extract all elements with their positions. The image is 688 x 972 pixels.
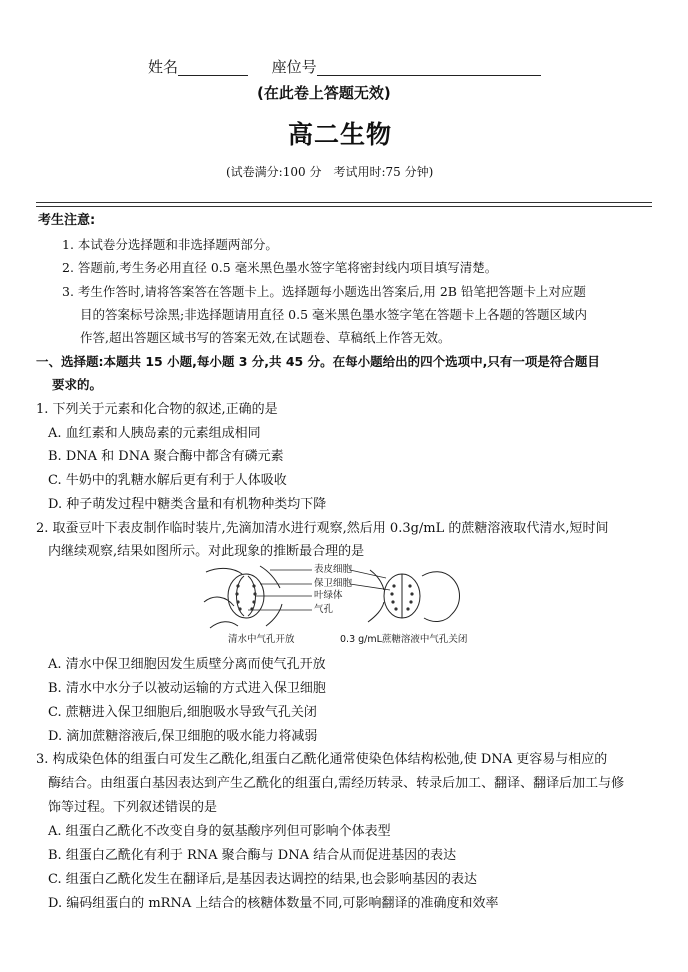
caption-left: 清水中气孔开放 — [228, 634, 295, 645]
label-chloroplast: 叶绿体 — [314, 590, 343, 601]
label-epidermal-cell: 表皮细胞 — [314, 564, 353, 575]
seat-blank[interactable] — [317, 61, 541, 76]
notice-line-5: 作答,超出答题区域书写的答案无效,在试题卷、草稿纸上作答无效。 — [80, 330, 451, 345]
q1-stem: 1. 下列关于元素和化合物的叙述,正确的是 — [36, 402, 278, 417]
notice-line-2: 2. 答题前,考生务必用直径 0.5 毫米黑色墨水签字笔将密封线内项目填写清楚。 — [62, 260, 498, 275]
q2-option-d: D. 滴加蔗糖溶液后,保卫细胞的吸水能力将减弱 — [48, 729, 318, 744]
q2-stem-line1: 2. 取蚕豆叶下表皮制作临时装片,先滴加清水进行观察,然后用 0.3g/mL 的蔗糖溶液取代清水,短时间 — [36, 521, 609, 536]
q2-option-a: A. 清水中保卫细胞因发生质壁分离而使气孔开放 — [48, 657, 326, 672]
name-label: 姓名 — [148, 58, 179, 76]
label-stoma: 气孔 — [314, 604, 334, 615]
notice-line-1: 1. 本试卷分选择题和非选择题两部分。 — [62, 237, 278, 252]
caption-right: 0.3 g/mL蔗糖溶液中气孔关闭 — [340, 634, 468, 645]
q1-option-b: B. DNA 和 DNA 聚合酶中都含有磷元素 — [48, 449, 284, 464]
name-blank[interactable] — [178, 61, 248, 76]
section1-line1: 一、选择题:本题共 15 小题,每小题 3 分,共 45 分。在每小题给出的四个选项中,只有一项是符合题目 — [36, 354, 600, 369]
q2-option-b: B. 清水中水分子以被动运输的方式进入保卫细胞 — [48, 681, 326, 696]
notice-heading: 考生注意: — [38, 213, 96, 228]
q3-stem-line3: 饰等过程。下列叙述错误的是 — [48, 800, 218, 815]
seat-label: 座位号 — [271, 58, 317, 76]
section1-line2: 要求的。 — [52, 377, 103, 392]
q3-option-b: B. 组蛋白乙酰化有利于 RNA 聚合酶与 DNA 结合从而促进基因的表达 — [48, 848, 457, 863]
name-field — [148, 58, 541, 76]
q3-stem-line1: 3. 构成染色体的组蛋白可发生乙酰化,组蛋白乙酰化通常使染色体结构松弛,使 DNA 更容易与相应的 — [36, 752, 608, 767]
page-title: 高二生物 — [288, 120, 393, 149]
q2-option-c: C. 蔗糖进入保卫细胞后,细胞吸水导致气孔关闭 — [48, 705, 317, 720]
q3-option-a: A. 组蛋白乙酰化不改变自身的氨基酸序列但可影响个体表型 — [48, 824, 391, 839]
q3-option-d: D. 编码组蛋白的 mRNA 上结合的核糖体数量不同,可影响翻译的准确度和效率 — [48, 896, 499, 911]
label-guard-cell: 保卫细胞 — [314, 578, 353, 589]
divider-top — [36, 202, 652, 203]
q1-option-d: D. 种子萌发过程中糖类含量和有机物种类均下降 — [48, 497, 327, 512]
q3-option-c: C. 组蛋白乙酰化发生在翻译后,是基因表达调控的结果,也会影响基因的表达 — [48, 872, 478, 887]
stomata-figure — [200, 562, 490, 648]
exam-info: (试卷满分:100 分 考试用时:75 分钟) — [226, 165, 434, 179]
notice-line-4: 目的答案标号涂黑;非选择题请用直径 0.5 毫米黑色墨水签字笔在答题卡上各题的答题区域内 — [80, 307, 588, 322]
divider-bottom — [36, 206, 652, 207]
q2-stem-line2: 内继续观察,结果如图所示。对此现象的推断最合理的是 — [48, 544, 365, 559]
q3-stem-line2: 酶结合。由组蛋白基因表达到产生乙酰化的组蛋白,需经历转录、转录后加工、翻译、翻译后加工与修 — [48, 776, 625, 791]
invalid-note: (在此卷上答题无效) — [257, 84, 391, 102]
notice-line-3: 3. 考生作答时,请将答案答在答题卡上。选择题每小题选出答案后,用 2B 铅笔把答题卡上对应题 — [62, 284, 586, 299]
q1-option-c: C. 牛奶中的乳糖水解后更有利于人体吸收 — [48, 473, 287, 488]
q1-option-a: A. 血红素和人胰岛素的元素组成相同 — [48, 426, 261, 441]
